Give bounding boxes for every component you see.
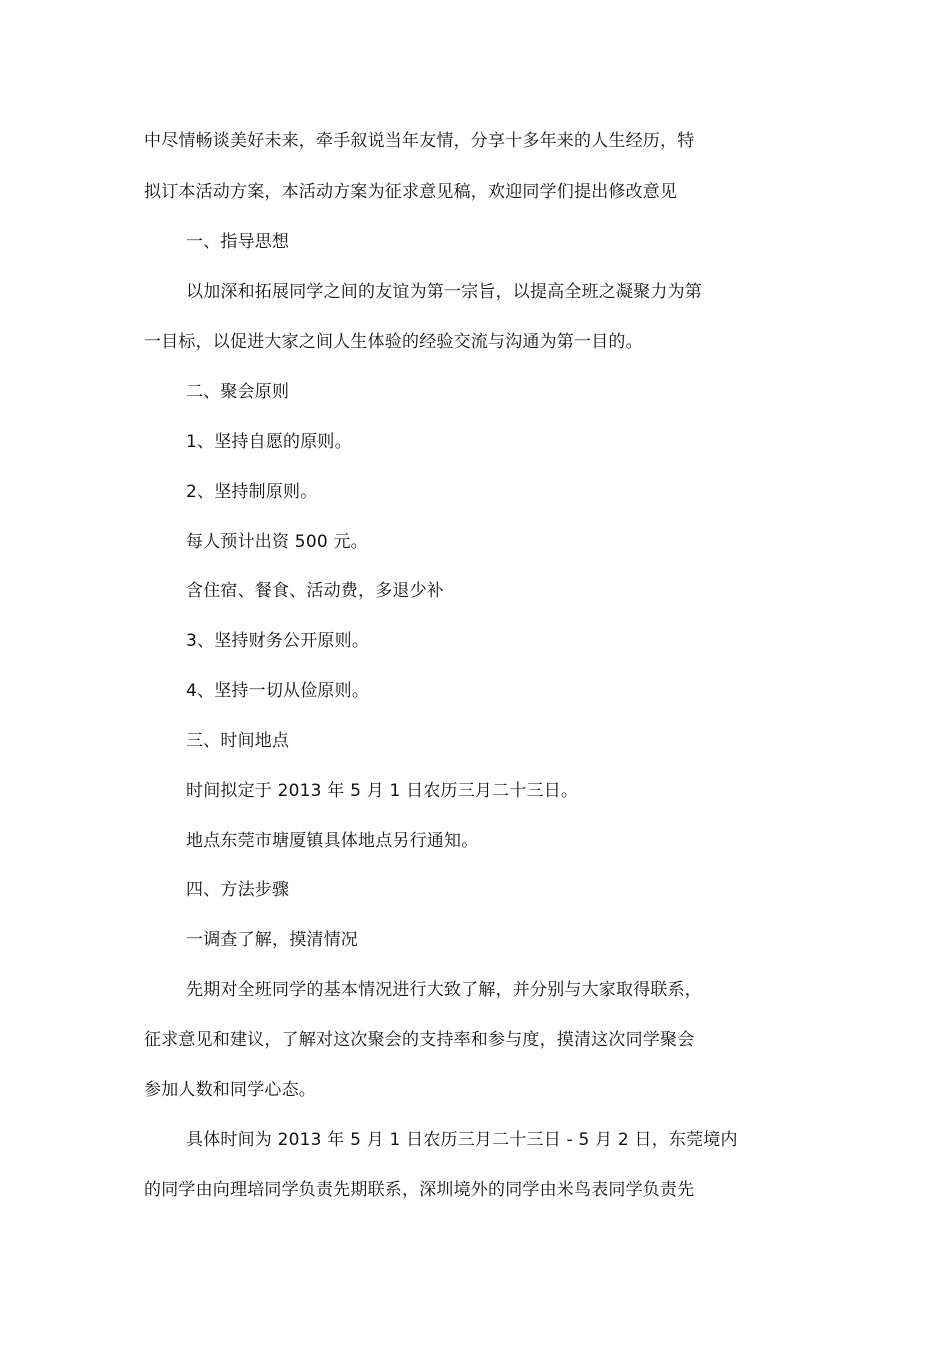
- paragraph-line: 征求意见和建议，了解对这次聚会的支持率和参与度，摸清这次同学聚会: [144, 1030, 695, 1050]
- paragraph-line: 拟订本活动方案，本活动方案为征求意见稿，欢迎同学们提出修改意见: [144, 182, 678, 202]
- list-item: 2、坚持制原则。: [186, 482, 318, 502]
- paragraph-line: 时间拟定于 2013 年 5 月 1 日农历三月二十三日。: [186, 781, 579, 801]
- paragraph-line: 的同学由向理培同学负责先期联系，深圳境外的同学由米鸟表同学负责先: [144, 1180, 695, 1200]
- subsection-heading: 一调查了解，摸清情况: [186, 930, 358, 950]
- paragraph-line: 一目标，以促进大家之间人生体验的经验交流与沟通为第一目的。: [144, 332, 643, 352]
- list-item: 3、坚持财务公开原则。: [186, 631, 370, 651]
- section-heading: 三、时间地点: [186, 731, 290, 751]
- paragraph-line: 具体时间为 2013 年 5 月 1 日农历三月二十三日 - 5 月 2 日，东莞境内: [186, 1130, 738, 1150]
- paragraph-line: 中尽情畅谈美好未来，牵手叙说当年友情，分享十多年来的人生经历，特: [144, 131, 695, 151]
- section-heading: 四、方法步骤: [186, 880, 290, 900]
- paragraph-line: 以加深和拓展同学之间的友谊为第一宗旨，以提高全班之凝聚力为第: [186, 282, 702, 302]
- paragraph-line: 先期对全班同学的基本情况进行大致了解，并分别与大家取得联系，: [186, 980, 702, 1000]
- paragraph-line: 地点东莞市塘厦镇具体地点另行通知。: [186, 831, 479, 851]
- paragraph-line: 每人预计出资 500 元。: [186, 532, 368, 552]
- list-item: 1、坚持自愿的原则。: [186, 432, 352, 452]
- section-heading: 二、聚会原则: [186, 382, 290, 402]
- list-item: 4、坚持一切从俭原则。: [186, 681, 370, 701]
- section-heading: 一、指导思想: [186, 232, 290, 252]
- paragraph-line: 含住宿、餐食、活动费，多退少补: [186, 581, 444, 601]
- paragraph-line: 参加人数和同学心态。: [144, 1080, 316, 1100]
